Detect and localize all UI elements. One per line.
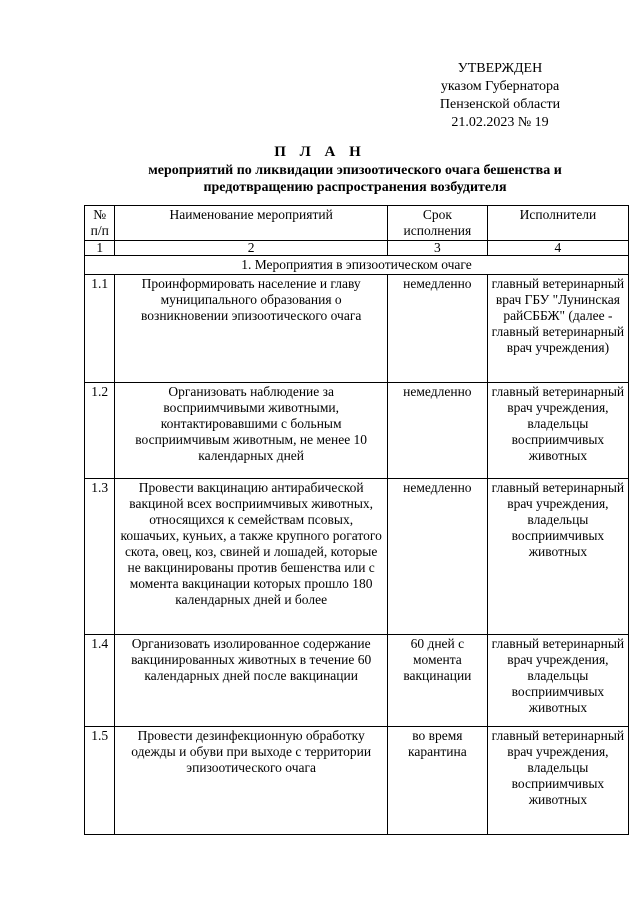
row-term: 60 дней с момента вакцинации xyxy=(387,635,487,727)
approval-status: УТВЕРЖДЕН xyxy=(457,61,543,76)
row-term: немедленно xyxy=(387,275,487,383)
row-action: Организовать изолированное содержание вакцинированных животных в течение 60 календарных дней после вакцинации xyxy=(115,635,388,727)
row-number: 1.3 xyxy=(85,479,115,635)
row-number: 1.2 xyxy=(85,383,115,479)
document-subtitle: мероприятий по ликвидации эпизоотического очага бешенства и предотвращению распространения возбудителя xyxy=(148,163,562,195)
row-term: во время карантина xyxy=(387,727,487,835)
column-index-row xyxy=(85,241,629,256)
row-executor: главный ветеринарный врач учреждения, владельцы восприимчивых животных xyxy=(487,635,628,727)
row-action: Провести дезинфекционную обработку одежды и обуви при выходе с территории эпизоотического очага xyxy=(115,727,388,835)
table-row xyxy=(85,479,629,635)
column-index: 4 xyxy=(487,241,628,256)
row-number: 1.1 xyxy=(85,275,115,383)
row-executor: главный ветеринарный врач учреждения, владельцы восприимчивых животных xyxy=(487,479,628,635)
column-index: 3 xyxy=(387,241,487,256)
table-row xyxy=(85,275,629,383)
section-title: 1. Мероприятия в эпизоотическом очаге xyxy=(85,256,629,275)
row-executor: главный ветеринарный врач ГБУ "Лунинская райСББЖ" (далее - главный ветеринарный врач учреждения) xyxy=(487,275,628,383)
table-row xyxy=(85,727,629,835)
approval-date-number: 21.02.2023 № 19 xyxy=(451,115,549,130)
row-term: немедленно xyxy=(387,383,487,479)
row-number: 1.4 xyxy=(85,635,115,727)
column-index: 2 xyxy=(115,241,388,256)
column-header-term: Срок исполнения xyxy=(387,206,487,241)
table-row xyxy=(85,635,629,727)
approval-stamp xyxy=(405,60,595,132)
row-executor: главный ветеринарный врач учреждения, владельцы восприимчивых животных xyxy=(487,727,628,835)
row-executor: главный ветеринарный врач учреждения, владельцы восприимчивых животных xyxy=(487,383,628,479)
column-header-number: № п/п xyxy=(85,206,115,241)
table-header-row xyxy=(85,206,629,241)
approval-region: Пензенской области xyxy=(439,97,561,112)
measures-table xyxy=(84,205,629,835)
column-header-executor: Исполнители xyxy=(487,206,628,241)
row-number: 1.5 xyxy=(85,727,115,835)
row-action: Проинформировать население и главу муниципального образования о возникновении эпизоотического очага xyxy=(115,275,388,383)
row-action: Провести вакцинацию антирабической вакциной всех восприимчивых животных, относящихся к семействам псовых, кошачьих, куньих, а также крупного рогатого скота, овец, коз, свиней и лошадей, которые не вакцинированы против бешенства или с момента вакцинации которых прошло 180 календарных дней и более xyxy=(115,479,388,635)
section-row xyxy=(85,256,629,275)
row-term: немедленно xyxy=(387,479,487,635)
column-index: 1 xyxy=(85,241,115,256)
column-header-action: Наименование мероприятий xyxy=(115,206,388,241)
table-row xyxy=(85,383,629,479)
row-action: Организовать наблюдение за восприимчивыми животными, контактировавшими с больным восприимчивым животным, не менее 10 календарных дней xyxy=(115,383,388,479)
document-title: П Л А Н xyxy=(274,144,366,160)
approval-authority: указом Губернатора xyxy=(440,79,560,94)
